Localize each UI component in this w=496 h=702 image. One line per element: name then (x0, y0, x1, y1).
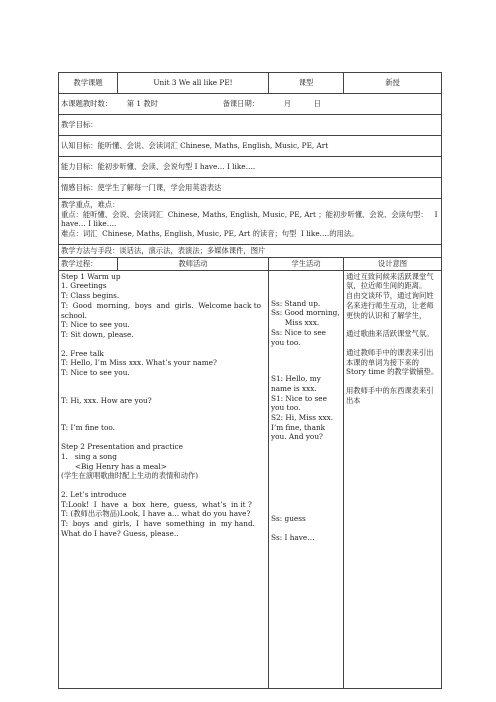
hours-label: 本课题教时数： (61, 99, 113, 109)
topic-value: Unit 3 We all like PE! (118, 73, 269, 94)
student-activity-line: Ss: guess (271, 514, 306, 524)
design-intent-line: 通过教师手中的课表来引出本课的单词为接下来的 Story time 的教学做铺垫。 (346, 347, 439, 377)
teacher-activity-line: Step 1 Warm up (61, 271, 121, 281)
keypoints-cell (59, 199, 442, 245)
teacher-activity-line (61, 387, 266, 396)
student-column-header: 学生活动 (269, 257, 344, 270)
teacher-activity-line: T: I’m fine too. (61, 423, 115, 433)
ability-goal: 能力目标：能初步听懂、会读、会说句型 I have… I like…. (59, 157, 442, 178)
student-activity-line: Miss xxx. (271, 318, 320, 328)
student-activity-line (271, 290, 341, 299)
teacher-activity-line: 2. Let’s introduce (61, 489, 127, 499)
teacher-column-header: 教师活动 (118, 257, 269, 270)
student-activity-line: S2: Hi, Miss xxx. I’m fine, thank you. And you? (271, 413, 336, 442)
student-activity-cell (269, 270, 344, 688)
design-intent-list (346, 272, 439, 406)
lesson-plan-table (58, 72, 442, 689)
type-label: 课型 (269, 73, 344, 94)
student-activity-line: Ss: Nice to see you too. (271, 327, 329, 347)
student-activity-line (271, 478, 341, 487)
keypoints-title: 教学重点，难点： (61, 200, 120, 209)
teacher-activity-line (61, 433, 266, 442)
student-activity-list (271, 272, 341, 543)
teacher-activity-line (61, 378, 266, 387)
student-activity-line: Ss: Stand up. (271, 298, 321, 308)
student-activity-line (271, 272, 341, 281)
student-activity-line (271, 451, 341, 460)
teacher-activity-cell (59, 270, 269, 688)
intent-column-header: 设计意图 (344, 257, 442, 270)
teacher-activity-line: T: Good morning, boys and girls. Welcome back to school. (61, 300, 264, 320)
student-activity-line: S1: Nice to see you too. (271, 393, 330, 413)
date-month: 月 (283, 99, 291, 109)
student-activity-line (271, 524, 341, 533)
cognitive-goal: 认知目标：能听懂、会说、会读词汇 Chinese, Maths, English, Music, PE, Art (59, 136, 442, 157)
student-activity-line (271, 365, 341, 374)
goals-title: 教学目标： (59, 115, 442, 136)
design-intent-line: 通过互致问候来活跃课堂气氛，拉近师生间的距离。 (346, 271, 434, 291)
student-activity-line (271, 505, 341, 514)
design-intent-line (346, 320, 439, 329)
student-activity-line (271, 347, 341, 356)
teacher-activity-line: T: boys and girls, I have something in my hand. What do I have? Guess, please.. (61, 519, 258, 538)
process-label: 教学过程： (59, 257, 118, 270)
teacher-activity-line: 1. Greetings (61, 281, 107, 291)
student-activity-line: Ss: I have… (271, 532, 315, 542)
teacher-activity-line (61, 414, 266, 423)
emotion-goal: 情感目标：使学生了解每一门课，学会用英语表达 (59, 178, 442, 199)
teacher-activity-line (61, 340, 266, 349)
student-activity-line (271, 442, 341, 451)
teacher-activity-line: <Big Henry has a meal> (61, 461, 167, 471)
lesson-plan-page (58, 72, 441, 699)
design-intent-line: 用教师手中的东西课表来引出本 (346, 386, 434, 405)
teacher-activity-line (61, 405, 266, 414)
student-activity-line (271, 356, 341, 365)
design-intent-line: 通过歌曲来活跃课堂气氛。 (346, 329, 434, 339)
teacher-activity-line (61, 481, 266, 490)
student-activity-line: S1: Hello, my name is xxx. (271, 374, 324, 393)
design-intent-cell (344, 270, 442, 688)
hours-row (59, 94, 442, 115)
topic-label: 教学课题 (59, 73, 118, 94)
teacher-activity-line: T: Hi, xxx. How are you? (61, 395, 152, 405)
difficulty: 难点：词汇 Chinese, Maths, English, Music, PE, Art 的读音；句型 I like….的用法。 (61, 229, 359, 239)
teacher-activity-line: Step 2 Presentation and practice (61, 442, 183, 452)
teacher-activity-line: T: Sit down, please. (61, 329, 134, 339)
student-activity-line (271, 487, 341, 496)
student-activity-line (271, 469, 341, 478)
teacher-activity-line: T:Look! I have a box here, guess, what’s in it ? (61, 499, 252, 509)
date-label: 备课日期： (222, 99, 260, 109)
teacher-activity-line: T: Nice to see you. (61, 368, 130, 378)
date-day: 日 (313, 99, 321, 109)
teacher-activity-line: T: (教师出示物品)Look, I have a… what do you have? (61, 509, 251, 519)
teacher-activity-line: T: Hello, I’m Miss xxx. What’s your name? (61, 358, 217, 368)
teacher-activity-line: 1. sing a song (61, 451, 117, 461)
design-intent-line (346, 377, 439, 386)
student-activity-line: Ss: Good morning, (271, 308, 340, 318)
teacher-activity-line: T: Class begins. (61, 291, 120, 301)
key-point: 重点：能听懂、会说、会读词汇 Chinese, Maths, English, Music, PE, Art ；能初步听懂、会说、会读句型： I have… I like…. (61, 209, 440, 229)
design-intent-line (346, 339, 439, 348)
type-value: 新授 (344, 73, 442, 94)
design-intent-line: 自由交谈环节，通过询问姓名来进行师生互动，让老师更快的认识和了解学生， (346, 291, 434, 320)
teacher-activity-line: (学生在演唱歌曲时配上生动的表情和动作) (61, 471, 199, 481)
teacher-activity-line: T: Nice to see you. (61, 320, 130, 330)
student-activity-line (271, 496, 341, 505)
student-activity-line (271, 460, 341, 469)
methods: 教学方法与手段：谈话法，演示法，表演法；多媒体课件，图片 (59, 245, 442, 258)
lesson-number: 第 1 教时 (126, 99, 158, 109)
student-activity-line (271, 281, 341, 290)
teacher-activity-list (61, 272, 266, 539)
teacher-activity-line: 2. Free talk (61, 348, 104, 358)
